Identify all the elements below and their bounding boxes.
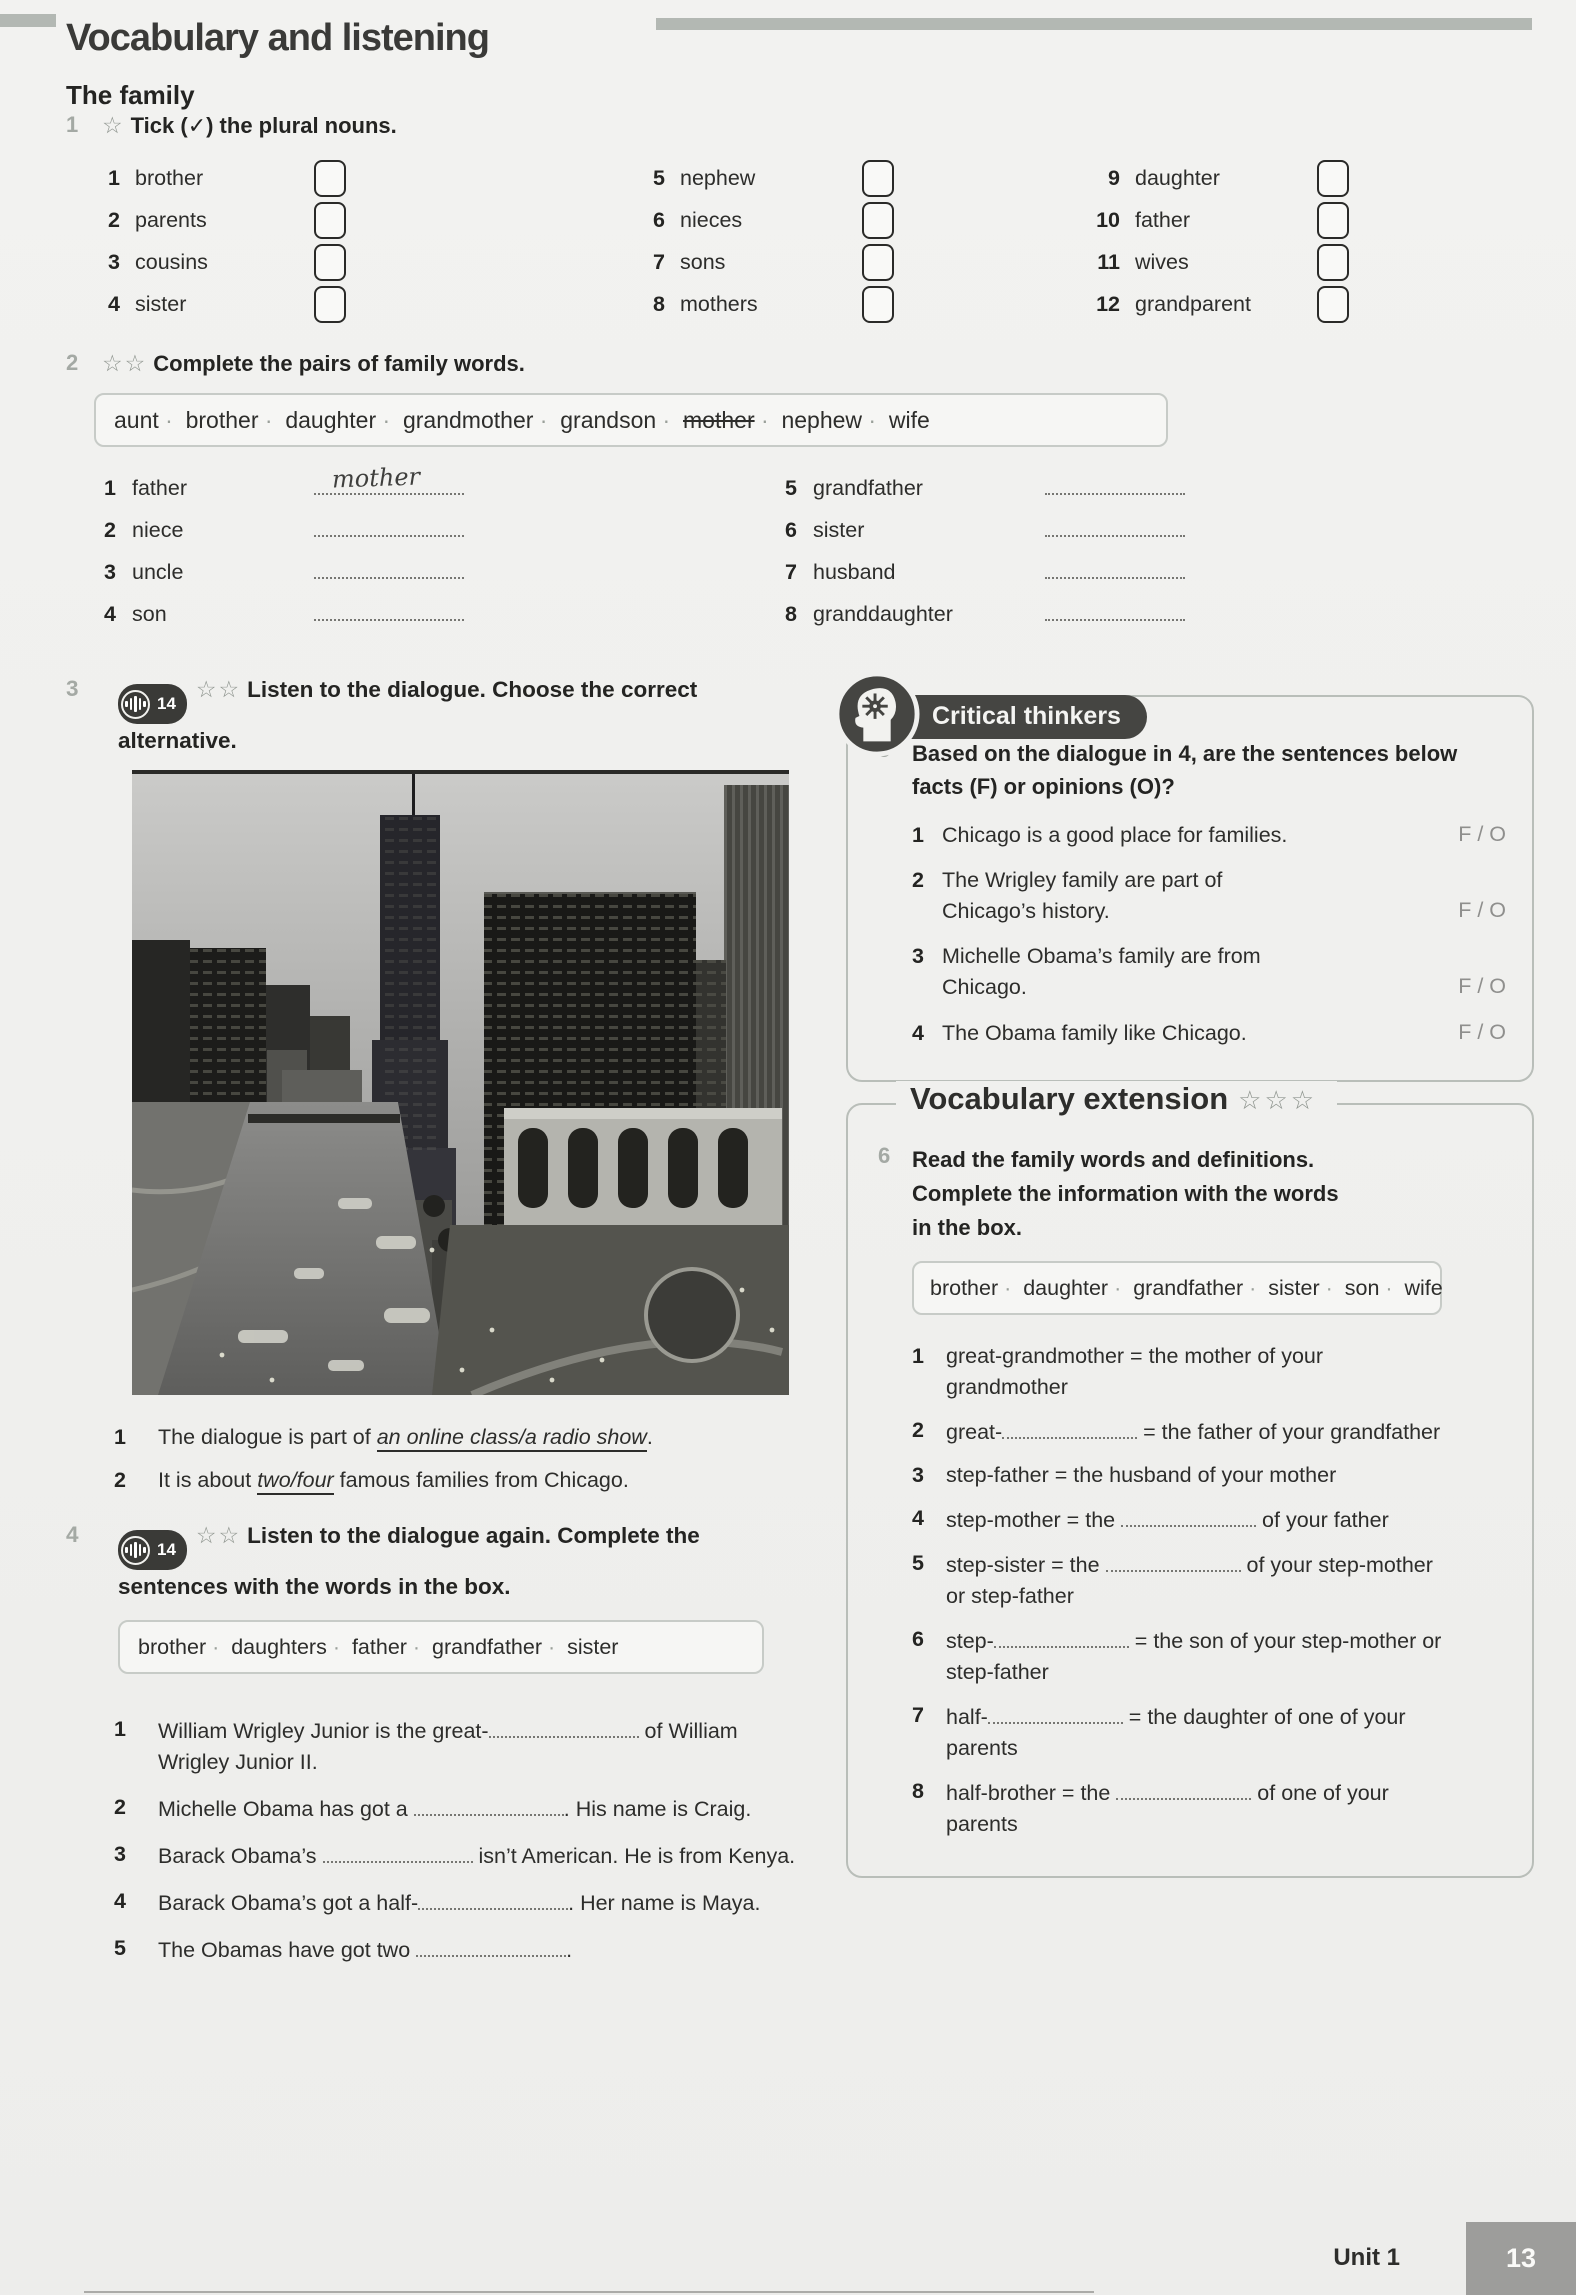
gap-fill-item bbox=[66, 1886, 816, 1919]
exercise-2 bbox=[66, 348, 1526, 639]
tick-checkbox[interactable] bbox=[1317, 160, 1349, 197]
item-word: daughter bbox=[1135, 165, 1220, 190]
audio-track-badge[interactable] bbox=[118, 684, 187, 724]
answer-blank[interactable] bbox=[1002, 1415, 1137, 1439]
word-box-word: sister bbox=[567, 1635, 619, 1659]
exercise-2-header bbox=[66, 348, 1526, 379]
tick-item bbox=[94, 241, 346, 283]
tick-item bbox=[1094, 283, 1349, 325]
header-rule-right bbox=[656, 18, 1532, 30]
exercise-question: Based on the dialogue in 4, are the sentences below facts (F) or opinions (O)? bbox=[912, 741, 1458, 799]
item-number: 1 bbox=[114, 1425, 126, 1449]
page-number: 13 bbox=[1505, 2243, 1537, 2273]
chicago-photo bbox=[132, 770, 789, 1395]
sentence-text: . Her name is Maya. bbox=[568, 1891, 761, 1915]
thinking-head-icon bbox=[834, 671, 920, 762]
exercise-3 bbox=[66, 672, 816, 1507]
column-3 bbox=[1094, 157, 1349, 325]
alternative-item bbox=[66, 1421, 816, 1454]
sentence-text: Michelle Obama has got a bbox=[158, 1797, 414, 1821]
exercise-instruction: Listen to the dialogue again. Complete the sentences with the words in the box. bbox=[118, 1523, 700, 1599]
word-box-word: grandfather · bbox=[432, 1635, 567, 1659]
item-word: husband bbox=[813, 560, 896, 584]
definition-item bbox=[912, 1460, 1446, 1491]
tick-checkbox[interactable] bbox=[862, 202, 894, 239]
sentence-text: . His name is Craig. bbox=[563, 1797, 752, 1821]
exercise-4-header bbox=[66, 1518, 718, 1604]
item-word: sister bbox=[135, 291, 187, 316]
tick-checkbox[interactable] bbox=[314, 202, 346, 239]
gap-fill-item bbox=[66, 1792, 816, 1825]
tick-item bbox=[94, 283, 346, 325]
item-number: 5 bbox=[114, 1936, 126, 1960]
pairs-grid bbox=[66, 462, 1526, 639]
item-number: 3 bbox=[104, 560, 116, 584]
sentence-text: famous families from Chicago. bbox=[333, 1468, 629, 1492]
item-number: 6 bbox=[785, 518, 797, 542]
item-word: son bbox=[132, 602, 167, 626]
item-number: 3 bbox=[912, 943, 924, 968]
tick-checkbox[interactable] bbox=[1317, 286, 1349, 323]
sentence-text: William Wrigley Junior is the great- bbox=[158, 1719, 489, 1743]
definition-text: of one of your parents bbox=[946, 1781, 1389, 1836]
item-word: sister bbox=[813, 518, 865, 542]
definition-text: = the father of your grandfather bbox=[1137, 1420, 1441, 1444]
exercise-1 bbox=[66, 110, 1526, 325]
word-box-word: daughter · bbox=[285, 407, 403, 433]
definition-text: = the daughter of one of your parents bbox=[946, 1705, 1406, 1760]
definition-item bbox=[912, 1548, 1446, 1612]
definition-text: step- bbox=[946, 1629, 994, 1653]
item-number: 2 bbox=[114, 1468, 126, 1492]
pairs-column-1 bbox=[94, 462, 464, 639]
word-box bbox=[94, 393, 1168, 447]
tick-item bbox=[639, 283, 894, 325]
item-number: 7 bbox=[653, 249, 665, 274]
definition-text: step-sister = the bbox=[946, 1553, 1106, 1577]
exercise-number: 6 bbox=[878, 1143, 891, 1168]
definition-item bbox=[912, 1776, 1446, 1840]
item-number: 5 bbox=[653, 165, 665, 190]
sentence-text: . bbox=[646, 1425, 653, 1449]
answer-blank[interactable] bbox=[1106, 1548, 1241, 1572]
audio-track-number: 14 bbox=[157, 1540, 176, 1559]
column-2 bbox=[639, 157, 894, 325]
item-number: 1 bbox=[108, 165, 120, 190]
exercise-instruction: Tick (✓) the plural nouns. bbox=[130, 113, 397, 138]
item-number: 12 bbox=[1096, 291, 1120, 316]
answer-blank[interactable] bbox=[988, 1700, 1123, 1724]
fact-opinion-choice[interactable]: F / O bbox=[1458, 1019, 1506, 1044]
exercise-4-items bbox=[66, 1714, 816, 1966]
statement-text: The Wrigley family are part of Chicago’s history. bbox=[942, 867, 1223, 923]
sentence-text: Barack Obama’s got a half- bbox=[158, 1891, 419, 1915]
item-word: wives bbox=[1135, 249, 1189, 274]
handwritten-answer: mother bbox=[331, 462, 421, 494]
item-number: 7 bbox=[912, 1703, 924, 1727]
definition-text: great-grandmother = the mother of your grandmother bbox=[946, 1344, 1324, 1399]
audio-track-badge[interactable] bbox=[118, 1530, 187, 1570]
word-box bbox=[118, 1620, 764, 1674]
fact-opinion-item bbox=[912, 819, 1506, 852]
item-word: sons bbox=[680, 249, 726, 274]
tick-item bbox=[1094, 241, 1349, 283]
word-box-word: sister · bbox=[1268, 1276, 1344, 1300]
pair-item bbox=[94, 462, 464, 513]
definition-text: step-father = the husband of your mother bbox=[946, 1463, 1337, 1487]
word-box-word: wife bbox=[1404, 1276, 1443, 1300]
word-box-word: brother · bbox=[186, 407, 286, 433]
statement-text: Chicago is a good place for families. bbox=[942, 823, 1288, 847]
item-word: brother bbox=[135, 165, 204, 190]
definition-text: = the son of your step-mother or step-father bbox=[946, 1629, 1442, 1684]
answer-blank[interactable] bbox=[314, 555, 464, 579]
header-rule-left bbox=[0, 14, 56, 27]
item-number: 11 bbox=[1097, 249, 1120, 274]
definition-item bbox=[912, 1341, 1446, 1403]
gap-fill-item bbox=[66, 1714, 816, 1778]
item-word: grandfather bbox=[813, 476, 923, 500]
word-box-word: nephew · bbox=[781, 407, 888, 433]
answer-blank[interactable] bbox=[314, 597, 464, 621]
tick-item bbox=[639, 199, 894, 241]
item-number: 4 bbox=[104, 602, 116, 626]
fact-opinion-item bbox=[912, 1017, 1506, 1050]
fact-opinion-items bbox=[912, 819, 1506, 1049]
item-number: 5 bbox=[912, 1551, 924, 1575]
tick-checkbox[interactable] bbox=[314, 160, 346, 197]
definition-item bbox=[912, 1624, 1446, 1688]
exercise-4 bbox=[66, 1518, 816, 1980]
column-1 bbox=[94, 157, 346, 325]
page-number-tab bbox=[1466, 2222, 1576, 2295]
item-word: nephew bbox=[680, 165, 756, 190]
difficulty-stars-icon: ☆☆ bbox=[195, 676, 242, 702]
item-number: 8 bbox=[912, 1779, 924, 1803]
footer-unit-label: Unit 1 bbox=[1333, 2244, 1400, 2271]
definition-items bbox=[912, 1341, 1506, 1840]
answer-blank[interactable] bbox=[1045, 597, 1185, 621]
definition-text: great- bbox=[946, 1420, 1003, 1444]
item-number: 7 bbox=[785, 560, 797, 584]
sentence-text: Barack Obama’s bbox=[158, 1844, 323, 1868]
alternative-item bbox=[66, 1464, 816, 1497]
answer-blank[interactable] bbox=[418, 1886, 568, 1910]
answer-blank[interactable] bbox=[1121, 1503, 1256, 1527]
pair-item bbox=[94, 513, 464, 555]
definition-item bbox=[912, 1503, 1446, 1536]
exercise-5 bbox=[878, 737, 1506, 1049]
exercise-number: 2 bbox=[66, 350, 79, 375]
definition-text: step-mother = the bbox=[946, 1508, 1122, 1532]
tick-item bbox=[639, 241, 894, 283]
pair-item bbox=[775, 513, 1185, 555]
audio-waveform-icon bbox=[121, 1536, 150, 1565]
difficulty-stars-icon: ☆ bbox=[102, 112, 125, 138]
fact-opinion-choice[interactable]: F / O bbox=[1458, 898, 1506, 922]
item-number: 6 bbox=[912, 1627, 924, 1651]
item-word: mothers bbox=[680, 291, 758, 316]
definition-text: of your father bbox=[1256, 1508, 1389, 1532]
definition-text: of your step-mother or step-father bbox=[946, 1553, 1433, 1608]
tick-checkbox[interactable] bbox=[862, 286, 894, 323]
sentence-text: of William Wrigley Junior II. bbox=[158, 1719, 738, 1774]
gap-fill-item bbox=[66, 1933, 816, 1966]
word-box-word: aunt · bbox=[114, 407, 186, 433]
item-word: grandparent bbox=[1135, 291, 1251, 316]
item-number: 1 bbox=[912, 823, 924, 847]
item-number: 4 bbox=[108, 291, 120, 316]
item-word: cousins bbox=[135, 249, 208, 274]
pair-item bbox=[775, 471, 1185, 513]
vocabulary-extension-title bbox=[896, 1081, 1337, 1117]
definition-text: half- bbox=[946, 1705, 988, 1729]
sentence-text: The Obamas have got two bbox=[158, 1938, 417, 1962]
item-word: uncle bbox=[132, 560, 184, 584]
definition-item bbox=[912, 1415, 1446, 1448]
tick-checkbox[interactable] bbox=[1317, 202, 1349, 239]
tick-checkbox[interactable] bbox=[862, 244, 894, 281]
answer-blank[interactable] bbox=[1045, 471, 1185, 495]
word-box-word: father · bbox=[352, 1635, 432, 1659]
vocabulary-extension-box bbox=[846, 1081, 1534, 1878]
answer-blank[interactable] bbox=[416, 1933, 566, 1957]
page-title: Vocabulary and listening bbox=[66, 17, 489, 60]
answer-blank[interactable] bbox=[489, 1714, 639, 1738]
sentence-text: isn’t American. He is from Kenya. bbox=[472, 1844, 796, 1868]
answer-blank[interactable] bbox=[314, 513, 464, 537]
word-box-word: daughter · bbox=[1023, 1276, 1133, 1300]
exercise-number: 1 bbox=[66, 112, 79, 137]
item-word: parents bbox=[135, 207, 207, 232]
exercise-instruction: Listen to the dialogue. Choose the correct alternative. bbox=[118, 677, 698, 753]
box-title-text: Vocabulary extension bbox=[910, 1081, 1229, 1116]
item-number: 2 bbox=[104, 518, 116, 542]
exercise-6 bbox=[878, 1143, 1506, 1840]
audio-waveform-icon bbox=[121, 690, 150, 719]
item-number: 2 bbox=[912, 1418, 924, 1442]
difficulty-stars-icon: ☆☆ bbox=[102, 350, 148, 376]
pair-item bbox=[775, 555, 1185, 597]
item-number: 4 bbox=[912, 1506, 924, 1530]
item-number: 5 bbox=[785, 476, 797, 500]
item-number: 1 bbox=[912, 1344, 924, 1368]
definition-item bbox=[912, 1700, 1446, 1764]
item-word: niece bbox=[132, 518, 184, 542]
item-word: father bbox=[1135, 207, 1190, 232]
item-number: 4 bbox=[912, 1020, 924, 1045]
fact-opinion-choice[interactable]: F / O bbox=[1458, 974, 1506, 998]
answer-blank[interactable] bbox=[314, 462, 464, 495]
word-box bbox=[912, 1261, 1442, 1315]
answer-blank[interactable] bbox=[1045, 513, 1185, 537]
word-box-word: brother · bbox=[930, 1276, 1023, 1300]
tick-item bbox=[1094, 199, 1349, 241]
item-word: granddaughter bbox=[813, 602, 953, 626]
word-box-word: wife bbox=[888, 407, 930, 433]
pair-item bbox=[94, 555, 464, 597]
exercise-3-items bbox=[66, 1421, 816, 1497]
word-box-word: brother · bbox=[138, 1635, 231, 1659]
audio-track-number: 14 bbox=[157, 694, 176, 713]
pair-item bbox=[775, 597, 1185, 639]
item-number: 10 bbox=[1096, 207, 1120, 232]
critical-thinkers-box bbox=[846, 695, 1534, 1082]
item-word: nieces bbox=[680, 207, 743, 232]
fact-opinion-item bbox=[912, 865, 1506, 928]
alternative-choice[interactable]: an online class/a radio show bbox=[377, 1425, 647, 1452]
tick-checkbox[interactable] bbox=[314, 286, 346, 323]
item-number: 2 bbox=[912, 867, 924, 892]
word-box-word: grandmother · bbox=[403, 407, 560, 433]
pairs-column-2 bbox=[775, 471, 1185, 639]
sentence-text: . bbox=[566, 1938, 573, 1962]
word-box-word: daughters · bbox=[231, 1635, 352, 1659]
item-number: 3 bbox=[108, 249, 120, 274]
exercise-3-header bbox=[66, 672, 718, 758]
exercise-number: 3 bbox=[66, 676, 79, 701]
item-number: 2 bbox=[108, 207, 120, 232]
scan-artifact bbox=[84, 2291, 1094, 2293]
tick-checkbox[interactable] bbox=[862, 160, 894, 197]
word-box-word: grandson · bbox=[560, 407, 683, 433]
exercise-1-header bbox=[66, 110, 1526, 141]
item-number: 2 bbox=[114, 1795, 126, 1819]
statement-text: Michelle Obama’s family are from Chicago. bbox=[942, 943, 1261, 999]
answer-blank[interactable] bbox=[994, 1624, 1129, 1648]
difficulty-stars-icon: ☆☆ bbox=[195, 1522, 242, 1548]
tick-item bbox=[639, 157, 894, 199]
section-title: The family bbox=[66, 79, 195, 110]
exercise-instruction: Read the family words and definitions. Complete the information with the words in the box. bbox=[912, 1147, 1339, 1240]
difficulty-stars-icon: ☆☆☆ bbox=[1238, 1085, 1318, 1115]
tick-checkbox[interactable] bbox=[1317, 244, 1349, 281]
item-number: 8 bbox=[785, 602, 797, 626]
definition-text: half-brother = the bbox=[946, 1781, 1117, 1805]
sentence-text: It is about bbox=[158, 1468, 258, 1492]
item-word: father bbox=[132, 476, 187, 500]
word-box-word-crossed-out: mother · bbox=[683, 407, 781, 433]
answer-blank[interactable] bbox=[323, 1839, 473, 1863]
word-box-word: son · bbox=[1345, 1276, 1405, 1300]
tick-item bbox=[1094, 157, 1349, 199]
answer-blank[interactable] bbox=[1116, 1776, 1251, 1800]
sentence-text: The dialogue is part of bbox=[158, 1425, 377, 1449]
tick-item bbox=[94, 199, 346, 241]
item-number: 3 bbox=[114, 1842, 126, 1866]
item-number: 1 bbox=[114, 1717, 126, 1741]
word-box-word: grandfather · bbox=[1133, 1276, 1268, 1300]
statement-text: The Obama family like Chicago. bbox=[942, 1020, 1247, 1045]
item-number: 3 bbox=[912, 1463, 924, 1487]
alternative-choice[interactable]: two/four bbox=[257, 1468, 333, 1495]
critical-thinkers-label: Critical thinkers bbox=[888, 695, 1147, 739]
pair-item bbox=[94, 597, 464, 639]
item-number: 6 bbox=[653, 207, 665, 232]
gap-fill-item bbox=[66, 1839, 816, 1872]
answer-blank[interactable] bbox=[414, 1792, 564, 1816]
exercise-instruction: Complete the pairs of family words. bbox=[153, 351, 525, 376]
item-number: 1 bbox=[104, 476, 116, 500]
item-number: 9 bbox=[1108, 165, 1120, 190]
tick-item bbox=[94, 157, 346, 199]
plural-nouns-grid bbox=[66, 157, 1526, 325]
fact-opinion-item bbox=[912, 941, 1506, 1004]
answer-blank[interactable] bbox=[1045, 555, 1185, 579]
item-number: 4 bbox=[114, 1889, 126, 1913]
exercise-number: 4 bbox=[66, 1522, 79, 1547]
fact-opinion-choice[interactable]: F / O bbox=[1458, 822, 1506, 846]
tick-checkbox[interactable] bbox=[314, 244, 346, 281]
item-number: 8 bbox=[653, 291, 665, 316]
